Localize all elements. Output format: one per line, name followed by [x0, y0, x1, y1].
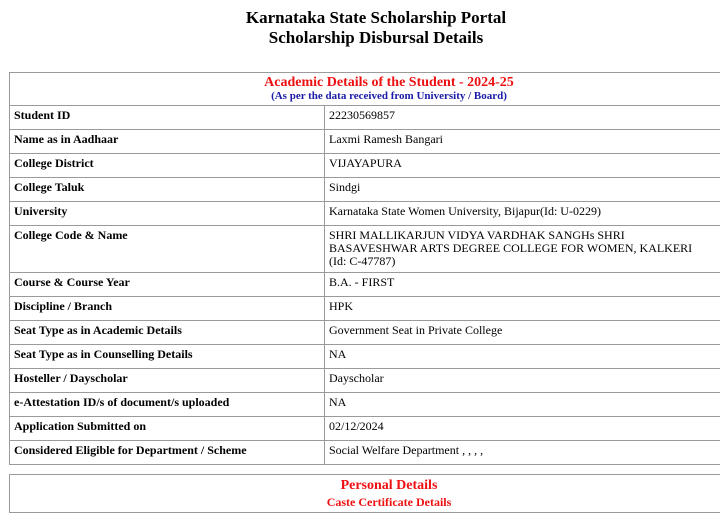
row-university: [10, 202, 720, 226]
academic-section-note: (As per the data received from University / Board): [14, 90, 720, 102]
value-application-submitted: 02/12/2024: [325, 417, 720, 441]
row-hosteller: [10, 369, 720, 393]
value-college-district: VIJAYAPURA: [325, 154, 720, 178]
personal-section-header: [10, 475, 720, 513]
label-eligible-department: Considered Eligible for Department / Scheme: [10, 441, 325, 465]
caste-certificate-title: Caste Certificate Details: [14, 494, 720, 510]
value-student-id: 22230569857: [325, 106, 720, 130]
personal-section-title: Personal Details: [14, 477, 720, 494]
portal-title: Karnataka State Scholarship Portal: [0, 8, 720, 28]
label-college-district: College District: [10, 154, 325, 178]
value-eligible-department: Social Welfare Department , , , ,: [325, 441, 720, 465]
row-discipline: [10, 297, 720, 321]
row-e-attestation: [10, 393, 720, 417]
college-name-line-2: BASAVESHWAR ARTS DEGREE COLLEGE FOR WOMEN, KALKERI: [329, 242, 720, 255]
academic-section-title: Academic Details of the Student - 2024-25: [14, 75, 720, 90]
label-seat-type-academic: Seat Type as in Academic Details: [10, 321, 325, 345]
row-application-submitted: [10, 417, 720, 441]
label-seat-type-counselling: Seat Type as in Counselling Details: [10, 345, 325, 369]
row-seat-type-counselling: [10, 345, 720, 369]
label-university: University: [10, 202, 325, 226]
row-student-id: [10, 106, 720, 130]
value-college-taluk: Sindgi: [325, 178, 720, 202]
label-application-submitted: Application Submitted on: [10, 417, 325, 441]
row-college-taluk: [10, 178, 720, 202]
college-name-line-1: SHRI MALLIKARJUN VIDYA VARDHAK SANGHs SHRI: [329, 229, 720, 242]
value-discipline: HPK: [325, 297, 720, 321]
row-college-district: [10, 154, 720, 178]
value-seat-type-counselling: NA: [325, 345, 720, 369]
label-name-aadhaar: Name as in Aadhaar: [10, 130, 325, 154]
row-name-aadhaar: [10, 130, 720, 154]
row-seat-type-academic: [10, 321, 720, 345]
value-name-aadhaar: Laxmi Ramesh Bangari: [325, 130, 720, 154]
personal-details-table: [9, 474, 720, 513]
row-eligible-department: [10, 441, 720, 465]
value-college-code-name: [325, 226, 720, 273]
academic-section-cell: [10, 73, 720, 106]
value-university: Karnataka State Women University, Bijapur(Id: U-0229): [325, 202, 720, 226]
portal-subtitle: Scholarship Disbursal Details: [0, 28, 720, 48]
label-student-id: Student ID: [10, 106, 325, 130]
personal-section-cell: [10, 475, 720, 513]
label-hosteller: Hosteller / Dayscholar: [10, 369, 325, 393]
label-discipline: Discipline / Branch: [10, 297, 325, 321]
college-id: (Id: C-47787): [329, 255, 720, 268]
label-e-attestation: e-Attestation ID/s of document/s uploaded: [10, 393, 325, 417]
value-e-attestation: NA: [325, 393, 720, 417]
academic-details-table: [9, 72, 720, 465]
value-course: B.A. - FIRST: [325, 273, 720, 297]
page-header: [0, 8, 720, 48]
value-seat-type-academic: Government Seat in Private College: [325, 321, 720, 345]
academic-section-header: [10, 73, 720, 106]
row-college-code-name: [10, 226, 720, 273]
label-college-code-name: College Code & Name: [10, 226, 325, 273]
label-course: Course & Course Year: [10, 273, 325, 297]
label-college-taluk: College Taluk: [10, 178, 325, 202]
row-course: [10, 273, 720, 297]
value-hosteller: Dayscholar: [325, 369, 720, 393]
